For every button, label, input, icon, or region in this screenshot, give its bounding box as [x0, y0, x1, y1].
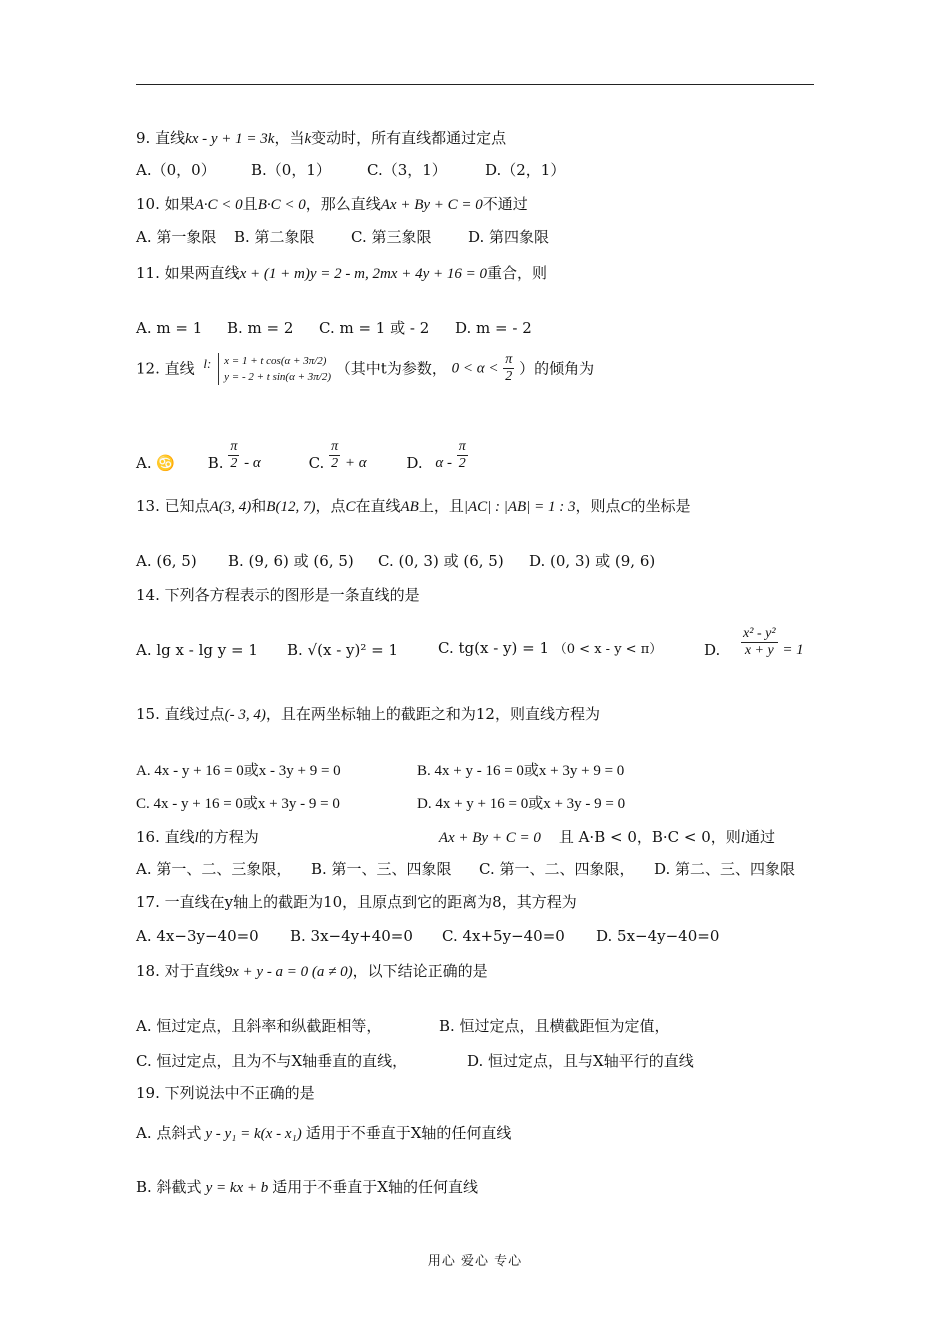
q16-options	[136, 859, 795, 879]
q18-option-d[interactable]: D. 恒过定点，且与X轴平行的直线	[467, 1052, 694, 1070]
header-rule	[136, 84, 814, 85]
q15-option-d[interactable]: D. 4x + y + 16 = 0或x + 3y - 9 = 0	[417, 796, 626, 812]
q12-equation-x: x = 1 + t cos(α + 3π/2)	[224, 354, 327, 367]
q10-option-c[interactable]: C. 第三象限	[351, 228, 432, 246]
q12-line-label: l:	[203, 356, 212, 371]
q10-option-d[interactable]: D. 第四象限	[468, 228, 550, 246]
q11-suffix: 重合，则	[486, 264, 547, 282]
q12-parametric-system	[218, 353, 331, 385]
q13-option-d[interactable]: D. (0, 3) 或 (9, 6)	[529, 552, 656, 570]
q14-option-b[interactable]: B. √(x - y)² = 1	[287, 641, 399, 659]
question-11	[136, 263, 547, 284]
q13-mid2: 在直线	[355, 497, 401, 515]
q16-line-l-2: l	[740, 830, 745, 846]
q18-options-row-2	[136, 1051, 694, 1071]
q13-point-c: C	[345, 499, 356, 515]
q9-variable: k	[304, 131, 312, 147]
q14-options	[136, 626, 804, 659]
q16-option-b[interactable]: B. 第一、三、四象限	[311, 860, 452, 878]
q12-option-a[interactable]: A. ♋	[136, 454, 176, 472]
q12-suffix: ）的倾角为	[519, 359, 595, 378]
q9-option-a[interactable]: A.（0，0）	[136, 161, 216, 179]
q13-and: 和	[251, 497, 267, 515]
q16-condition: 且 A·B < 0，B·C < 0，则	[558, 828, 741, 846]
q19-option-a-text: 适用于不垂直于X轴的任何直线	[305, 1124, 512, 1142]
q13-option-c[interactable]: C. (0, 3) 或 (6, 5)	[378, 552, 504, 570]
q13-point-a: A(3, 4)	[209, 499, 252, 515]
q16-equation: Ax + By + C = 0	[438, 830, 541, 846]
q10-equation: Ax + By + C = 0	[380, 197, 483, 213]
q10-condition-2: B·C < 0	[257, 197, 306, 213]
q11-options	[136, 318, 532, 338]
q13-suffix: 的坐标是	[630, 497, 691, 515]
question-12	[136, 352, 594, 385]
q9-option-c[interactable]: C.（3，1）	[367, 161, 447, 179]
q13-ratio: |AC| : |AB| = 1 : 3	[463, 499, 576, 515]
q16-option-d[interactable]: D. 第二、三、四象限	[654, 860, 796, 878]
q16-suffix: 通过	[744, 828, 775, 846]
q19-option-b[interactable]	[136, 1177, 478, 1198]
q12-prefix: 12. 直线	[136, 359, 195, 378]
q16-option-a[interactable]: A. 第一、二、三象限，	[136, 860, 292, 878]
q15-prefix: 15. 直线过点	[136, 705, 225, 723]
q14-option-d[interactable]: D. $\frac{\text{x² - y²}}{x + y}$ = 1	[704, 626, 804, 659]
q9-prefix: 9. 直线	[136, 129, 186, 147]
q13-prefix: 13. 已知点	[136, 497, 210, 515]
q19-option-a-label: A. 点斜式	[136, 1124, 202, 1142]
q13-point-b: B(12, 7)	[266, 499, 316, 515]
q18-equation: 9x + y - a = 0 (a ≠ 0)	[224, 964, 353, 980]
q10-option-b[interactable]: B. 第二象限	[234, 228, 315, 246]
q10-mid: ，那么直线	[305, 195, 381, 213]
q10-option-a[interactable]: A. 第一象限	[136, 228, 217, 246]
q17-option-a[interactable]: A. 4x−3y−40=0	[136, 927, 259, 945]
q12-options	[136, 436, 468, 472]
question-17: 17. 一直线在y轴上的截距为10，且原点到它的距离为8，其方程为	[136, 893, 577, 911]
q18-prefix: 18. 对于直线	[136, 962, 225, 980]
q14-option-c[interactable]: C. tg(x - y) = 1 （0 < x - y < π）	[438, 639, 663, 657]
q11-option-c[interactable]: C. m = 1 或 - 2	[319, 319, 430, 337]
question-19: 19. 下列说法中不正确的是	[136, 1084, 315, 1102]
q19-option-a[interactable]	[136, 1123, 511, 1144]
q12-option-b[interactable]: B. $\frac{\pi}{2}$ - α	[207, 439, 261, 472]
q15-point: (- 3, 4)	[224, 707, 266, 723]
q12-range: 0 < α <	[451, 360, 499, 377]
q17-option-c[interactable]: C. 4x+5y−40=0	[442, 927, 565, 945]
question-13	[136, 496, 691, 517]
question-18	[136, 961, 488, 982]
q19-option-b-equation: y = kx + b	[205, 1180, 269, 1196]
q10-options	[136, 227, 549, 247]
q13-line-ab: AB	[400, 499, 419, 515]
q18-options-row-1	[136, 1016, 670, 1036]
q17-option-d[interactable]: D. 5x−4y−40=0	[596, 927, 720, 945]
question-14: 14. 下列各方程表示的图形是一条直线的是	[136, 586, 420, 604]
q15-suffix: ，且在两坐标轴上的截距之和为12，则直线方程为	[265, 705, 600, 723]
q19-option-a-equation: y - y₁ = k(x - x₁)	[205, 1126, 302, 1142]
q12-option-c[interactable]: C. $\frac{\pi}{2}$ + α	[308, 439, 367, 472]
q16-line-l: l	[194, 830, 199, 846]
q11-option-d[interactable]: D. m = - 2	[455, 319, 532, 337]
q11-equation: x + (1 + m)y = 2 - m, 2mx + 4y + 16 = 0	[239, 266, 487, 282]
q17-options	[136, 926, 719, 946]
question-9	[136, 128, 506, 149]
q15-option-b[interactable]: B. 4x + y - 16 = 0或x + 3y + 9 = 0	[417, 763, 625, 779]
q19-option-b-text: 适用于不垂直于X轴的任何直线	[272, 1178, 478, 1196]
q11-prefix: 11. 如果两直线	[136, 264, 240, 282]
q12-note: （其中t为参数，	[335, 359, 447, 378]
question-15	[136, 704, 600, 725]
q19-option-b-label: B. 斜截式	[136, 1178, 202, 1196]
q12-equation-y: y = - 2 + t sin(α + 3π/2)	[224, 370, 332, 383]
q18-suffix: ，以下结论正确的是	[352, 962, 488, 980]
q18-option-b[interactable]: B. 恒过定点，且横截距恒为定值，	[439, 1017, 670, 1035]
q13-mid3: 上，且	[418, 497, 464, 515]
question-16	[136, 827, 775, 848]
q15-option-c[interactable]: C. 4x - y + 16 = 0或x + 3y - 9 = 0	[136, 796, 340, 812]
q9-mid: ，当	[274, 129, 305, 147]
q9-equation: kx - y + 1 = 3k	[185, 131, 275, 147]
q16-mid: 的方程为	[198, 828, 259, 846]
q11-option-a[interactable]: A. m = 1	[136, 319, 203, 337]
q13-point-c-2: C	[620, 499, 631, 515]
q18-option-c[interactable]: C. 恒过定点，且为不与X轴垂直的直线，	[136, 1052, 408, 1070]
q16-option-c[interactable]: C. 第一、二、四象限，	[479, 860, 635, 878]
question-10	[136, 194, 528, 215]
page-footer: 用心 爱心 专心	[427, 1254, 523, 1269]
q9-suffix: 变动时，所有直线都通过定点	[311, 129, 507, 147]
q13-options	[136, 551, 655, 571]
q15-option-a[interactable]: A. 4x - y + 16 = 0或x - 3y + 9 = 0	[136, 763, 341, 779]
q18-option-a[interactable]: A. 恒过定点，且斜率和纵截距相等，	[136, 1017, 382, 1035]
q13-option-a[interactable]: A. (6, 5)	[136, 552, 197, 570]
q12-range-fraction: $\frac{\pi}{2}$	[505, 352, 513, 384]
q15-options-row-1	[136, 760, 624, 781]
q13-option-b[interactable]: B. (9, 6) 或 (6, 5)	[228, 552, 354, 570]
q10-and: 且	[242, 195, 258, 213]
q12-option-d[interactable]: D. α - $\frac{\pi}{2}$	[406, 439, 466, 472]
q13-mid4: ，则点	[575, 497, 621, 515]
q17-option-b[interactable]: B. 3x−4y+40=0	[290, 927, 413, 945]
q13-mid1: ，点	[315, 497, 346, 515]
q9-option-d[interactable]: D.（2，1）	[485, 161, 566, 179]
q9-options	[136, 160, 565, 180]
q15-options-row-2	[136, 793, 625, 814]
q9-option-b[interactable]: B.（0，1）	[251, 161, 331, 179]
q10-condition-1: A·C < 0	[194, 197, 243, 213]
q10-suffix: 不通过	[482, 195, 528, 213]
q14-option-a[interactable]: A. lg x - lg y = 1	[136, 641, 258, 659]
q10-prefix: 10. 如果	[136, 195, 195, 213]
q11-option-b[interactable]: B. m = 2	[227, 319, 294, 337]
q16-prefix: 16. 直线	[136, 828, 195, 846]
